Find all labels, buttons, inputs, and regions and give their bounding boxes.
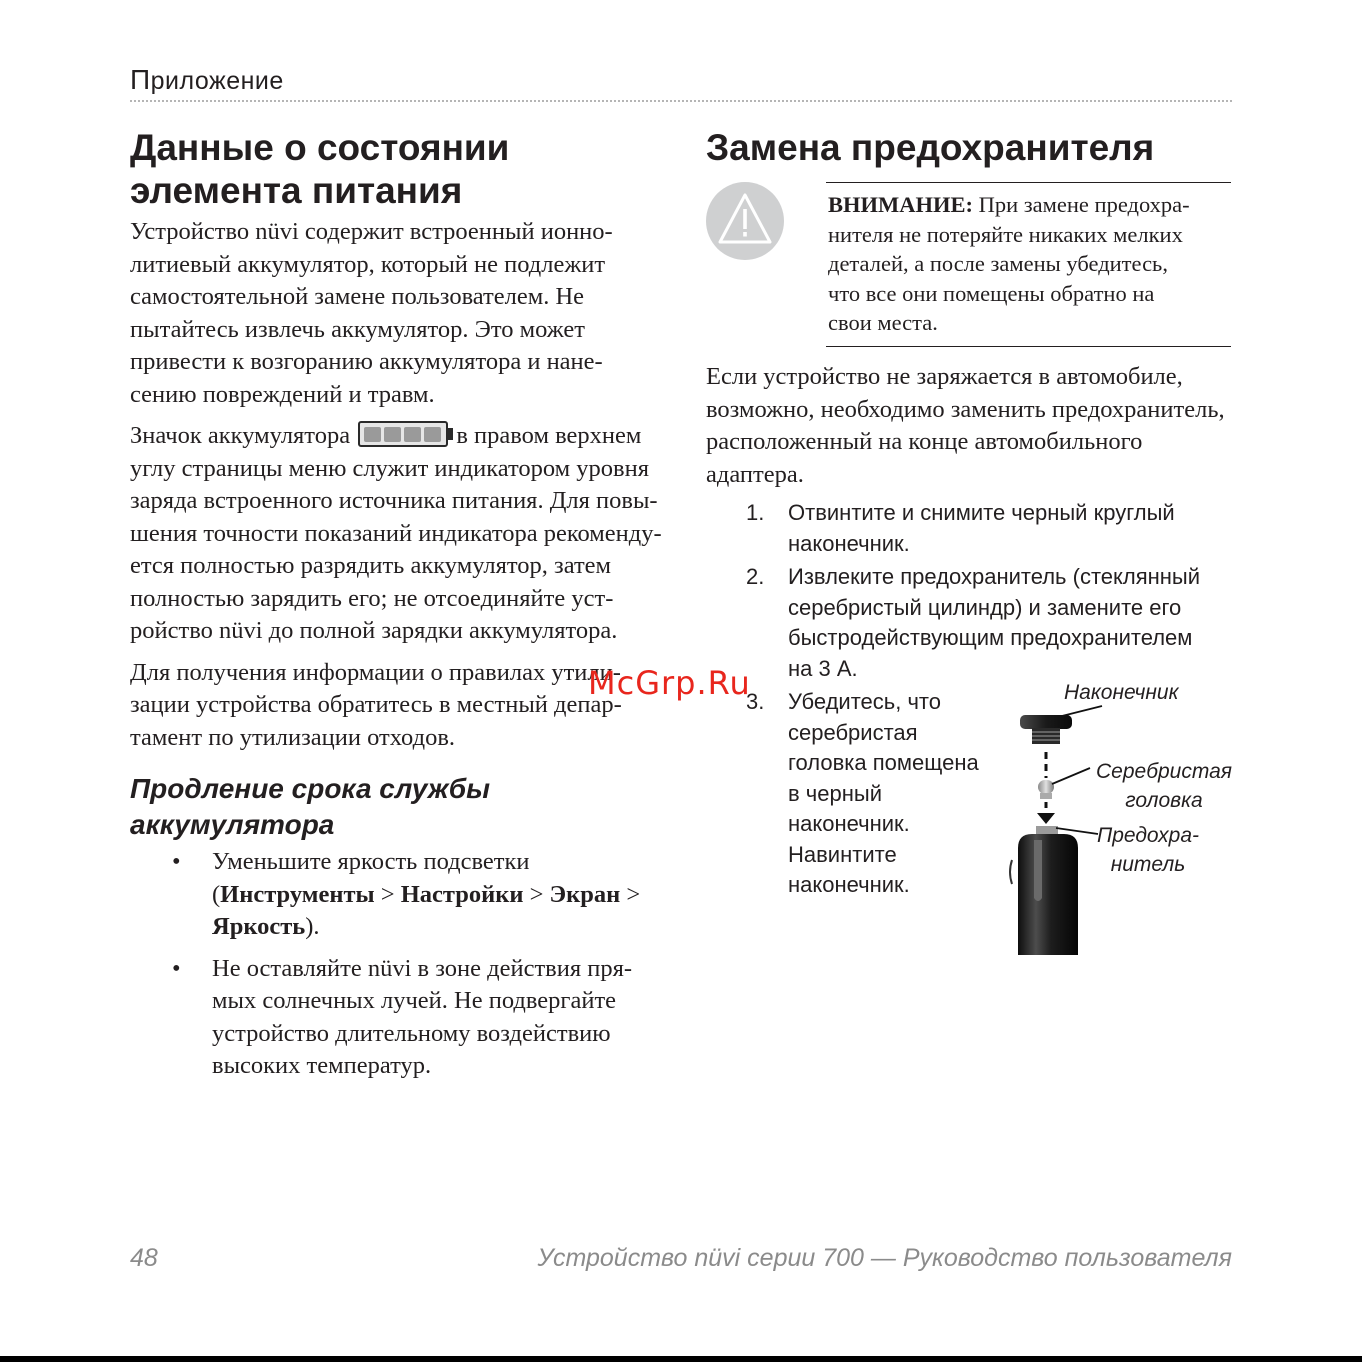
silver-head [1038,780,1054,794]
text-line: нитель [1110,853,1186,876]
text-line: быстродействующим предохранителем [788,625,1193,650]
text-line: Устройство nüvi содержит встроенный ионно- [130,218,613,245]
tip-cap [1020,715,1072,729]
text-part: ). [305,913,320,940]
text-line: Извлеките предохранитель (стеклянный [788,564,1201,589]
text-line: на 3 А. [788,655,858,681]
menu-path-screen: Экран [549,880,621,908]
text-line: что все они помещены обратно на [828,280,1155,306]
text-line: Убедитесь, что [788,689,942,714]
text-line: Навинтите [788,841,897,867]
step-number: 3. [746,689,765,714]
text-line: заряда встроенного источника питания. Для повы- [130,487,658,514]
text-line: высоких температур. [212,1052,432,1079]
section-header-rest: риложение [150,67,284,95]
text-line: Не оставляйте nüvi в зоне действия пря- [212,954,633,982]
text-part: ( [212,880,221,908]
section-header-initial: П [130,64,151,95]
text-line: в черный [788,780,882,806]
bottom-edge [0,1356,1362,1362]
page-number: 48 [130,1244,158,1272]
text-line: возможно, необходимо заменить предохранитель, [706,395,1225,423]
text-line: привести к возгоранию аккумулятора и нане- [130,348,603,375]
text-line: серебристый цилиндр) и замените его [788,594,1182,620]
text-line: наконечник. [788,530,910,556]
text-line: пытайтесь извлечь аккумулятор. Это может [130,315,585,343]
battery-icon [358,421,448,447]
list-item [130,846,670,944]
warning-label: ВНИМАНИЕ: [828,192,973,217]
step-3 [746,687,1006,901]
text-line: свои места. [828,310,938,335]
callout-silver-head [1094,757,1234,815]
step-number: 1. [746,500,765,525]
menu-path-settings: Настройки [400,880,524,908]
text-line: полностью зарядить его; не отсоединяйте уст- [130,584,614,612]
section-header [130,64,284,96]
text-line: расположенный на конце автомобильного [706,428,1143,455]
footer-title: Устройство nüvi серии 700 — Руководство пользователя [537,1244,1232,1272]
warning-top-rule [826,182,1231,183]
text-line: Серебристая [1095,760,1233,783]
header-divider [130,100,1232,102]
text-line: ройство nüvi до полной зарядки аккумулятора. [130,617,618,644]
battery-life-subtitle [130,771,650,843]
menu-path-tools: Инструменты [220,880,375,908]
text-line: Уменьшите яркость подсветки [212,848,530,875]
text-line: серебристая [788,719,918,745]
text-line: Предохра- [1096,824,1200,847]
callout-fuse [1092,821,1204,879]
text-line: самостоятельной замене пользователем. Не [130,283,585,310]
text-line: Отвинтите и снимите черный круглый [788,500,1175,525]
text-line: наконечник. [788,811,910,836]
bullet-dot: • [172,848,181,875]
step-number: 2. [746,564,765,589]
subtitle-line-2: аккумулятора [130,809,335,840]
bullet-dot: • [172,954,181,982]
text-line: зации устройства обратитесь в местный депар- [130,691,622,718]
fuse-replacement-title: Замена предохранителя [706,127,1155,168]
text-line: тамент по утилизации отходов. [130,723,456,751]
text-line: головка [1125,789,1203,812]
text-line: углу страницы меню служит индикатором уровня [130,454,649,482]
text-line: Если устройство не заряжается в автомобиле, [706,363,1183,390]
text-line: нителя не потеряйте никаких мелких [828,221,1183,247]
callout-tip: Наконечник [1064,681,1179,704]
text-line: наконечник. [788,872,910,897]
subtitle-line-1: Продление срока службы [130,773,491,804]
adapter-body [1018,834,1078,955]
text-line: Значок аккумулятора [130,422,351,449]
fuse-intro [706,361,1246,491]
text-line: шения точности показаний индикатора рекоменду- [130,519,662,547]
text-part: > [620,880,641,908]
text-part: > [523,880,550,908]
text-line: ется полностью разрядить аккумулятор, затем [130,552,612,579]
title-line-1: Данные о состоянии [130,127,510,168]
text-line: При замене предохра- [973,192,1190,217]
step-1 [746,498,1232,559]
text-line: в правом верхнем [456,422,642,449]
text-part: > [374,880,401,908]
battery-info-title [130,126,650,212]
text-line: головка помещена [788,750,979,775]
text-line: адаптера. [706,460,804,488]
text-line: сению повреждений и травм. [130,380,435,408]
text-line: устройство длительному воздействию [212,1019,611,1047]
list-item [130,953,670,1083]
menu-path-brightness: Яркость [212,913,306,940]
text-line: Для получения информации о правилах утили- [130,658,621,686]
text-line: литиевый аккумулятор, который не подлежит [130,250,606,278]
text-line: мых солнечных лучей. Не подвергайте [212,987,617,1014]
title-line-2: элемента питания [130,170,463,211]
warning-bottom-rule [826,346,1231,347]
warning-icon [706,182,784,260]
step-2 [746,562,1232,684]
battery-paragraph-2 [130,420,670,648]
battery-paragraph-1 [130,216,670,411]
watermark: McGrp.Ru [588,664,751,702]
battery-tips [130,846,670,1092]
warning-text [828,190,1228,338]
text-line: деталей, а после замены убедитесь, [828,251,1168,276]
